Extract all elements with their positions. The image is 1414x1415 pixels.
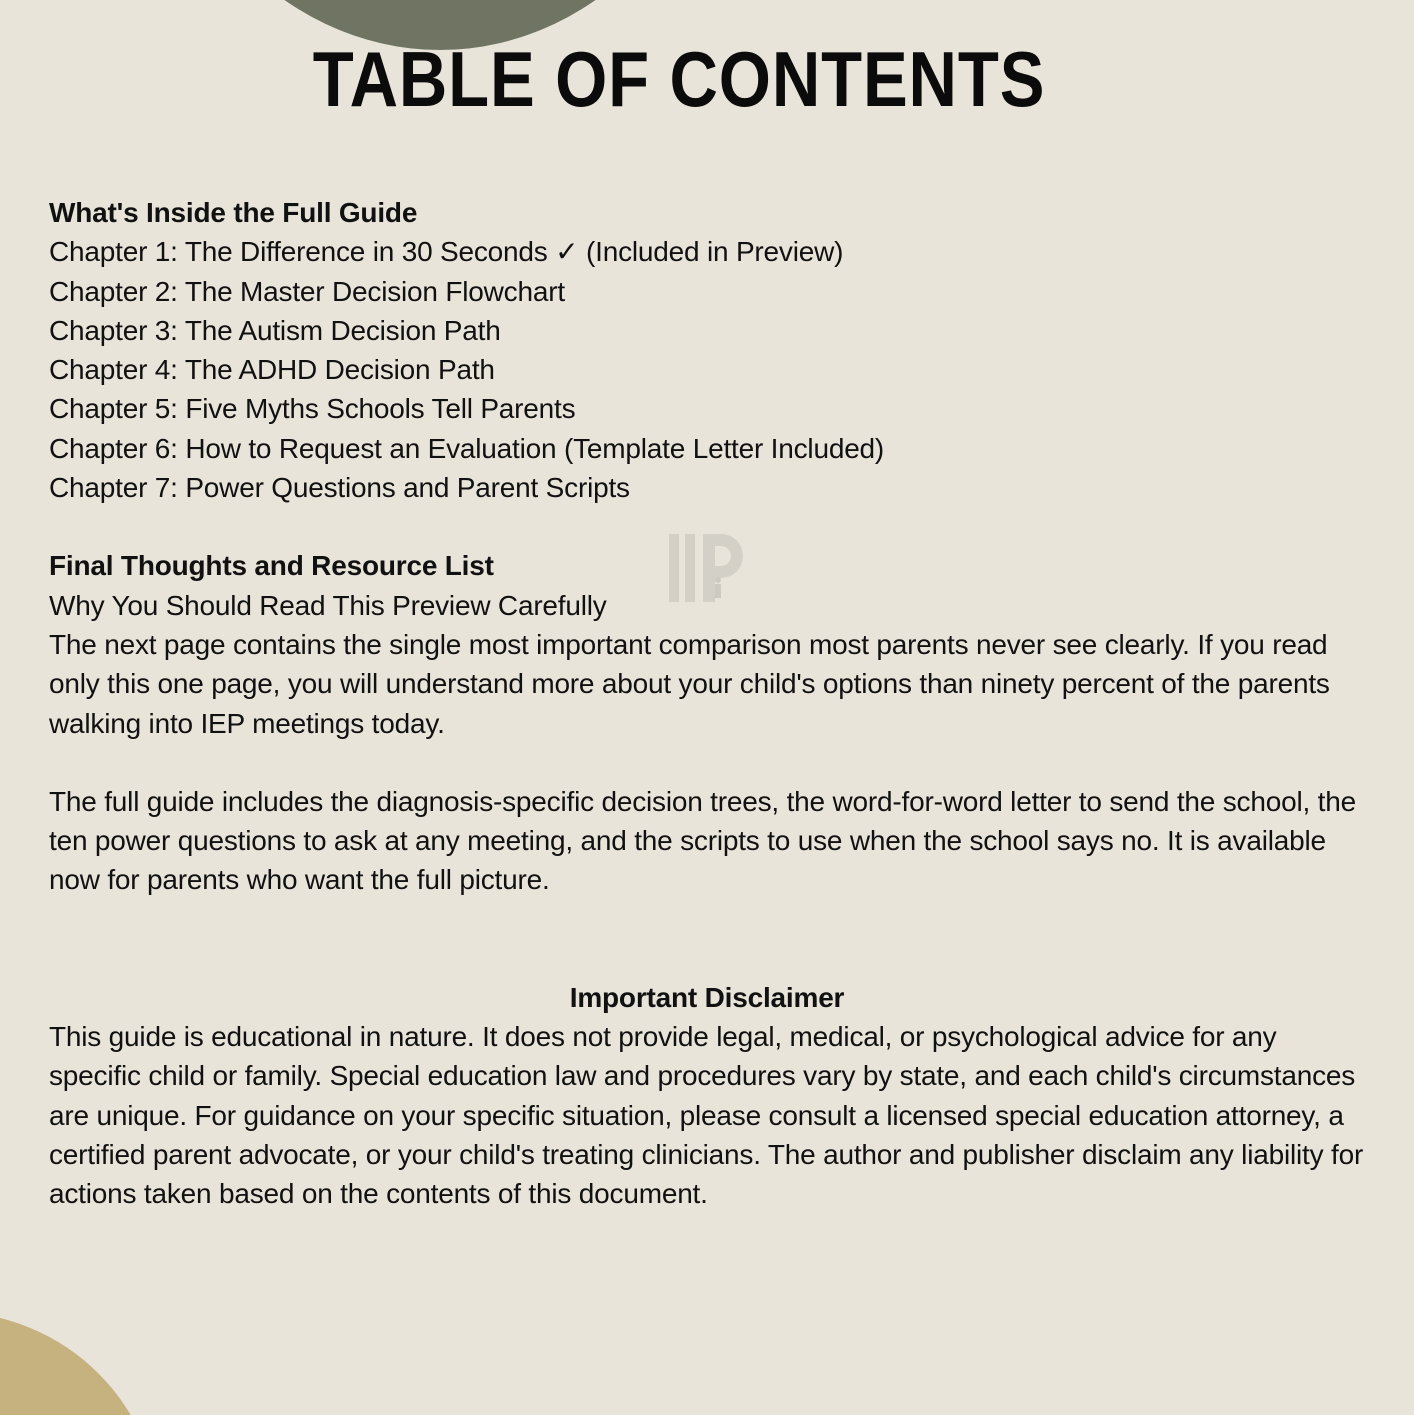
guide-heading: What's Inside the Full Guide — [49, 197, 418, 228]
page-title: TABLE OF CONTENTS — [312, 35, 1046, 123]
chapter-item: Chapter 5: Five Myths Schools Tell Parents — [49, 393, 576, 425]
main-content — [49, 193, 1369, 1214]
chapter-item: Chapter 1: The Difference in 30 Seconds ✓ (Included in Preview) — [49, 236, 844, 268]
preview-paragraph: The next page contains the single most important comparison most parents never see clearly. If you read only this one page, you will understand more about your child's options than ninety percent of the parents walking into IEP meetings today. — [49, 628, 1330, 739]
chapter-item: Chapter 2: The Master Decision Flowchart — [49, 275, 565, 307]
disclaimer-text: This guide is educational in nature. It does not provide legal, medical, or psychological advice for any specific child or family. Special education law and procedures vary by state, and each child's circumstances are unique. For guidance on your specific situation, please consult a licensed special education attorney, a certified parent advocate, or your child's treating clinicians. The author and publisher disclaim any liability for actions taken based on the contents of this document. — [49, 1021, 1364, 1210]
final-thoughts-heading: Final Thoughts and Resource List — [49, 550, 494, 582]
chapter-item: Chapter 7: Power Questions and Parent Scripts — [49, 472, 630, 504]
preview-subheading: Why You Should Read This Preview Carefully — [49, 589, 607, 621]
decorative-gold-circle — [0, 1312, 160, 1415]
chapter-item: Chapter 4: The ADHD Decision Path — [49, 354, 495, 386]
chapter-item: Chapter 6: How to Request an Evaluation (Template Letter Included) — [49, 432, 885, 464]
chapter-item: Chapter 3: The Autism Decision Path — [49, 314, 501, 346]
full-guide-paragraph: The full guide includes the diagnosis-specific decision trees, the word-for-word letter to send the school, the ten power questions to ask at any meeting, and the scripts to use when the school says no. It is available now for parents who want the full picture. — [49, 785, 1356, 896]
disclaimer-heading: Important Disclaimer — [569, 981, 845, 1013]
